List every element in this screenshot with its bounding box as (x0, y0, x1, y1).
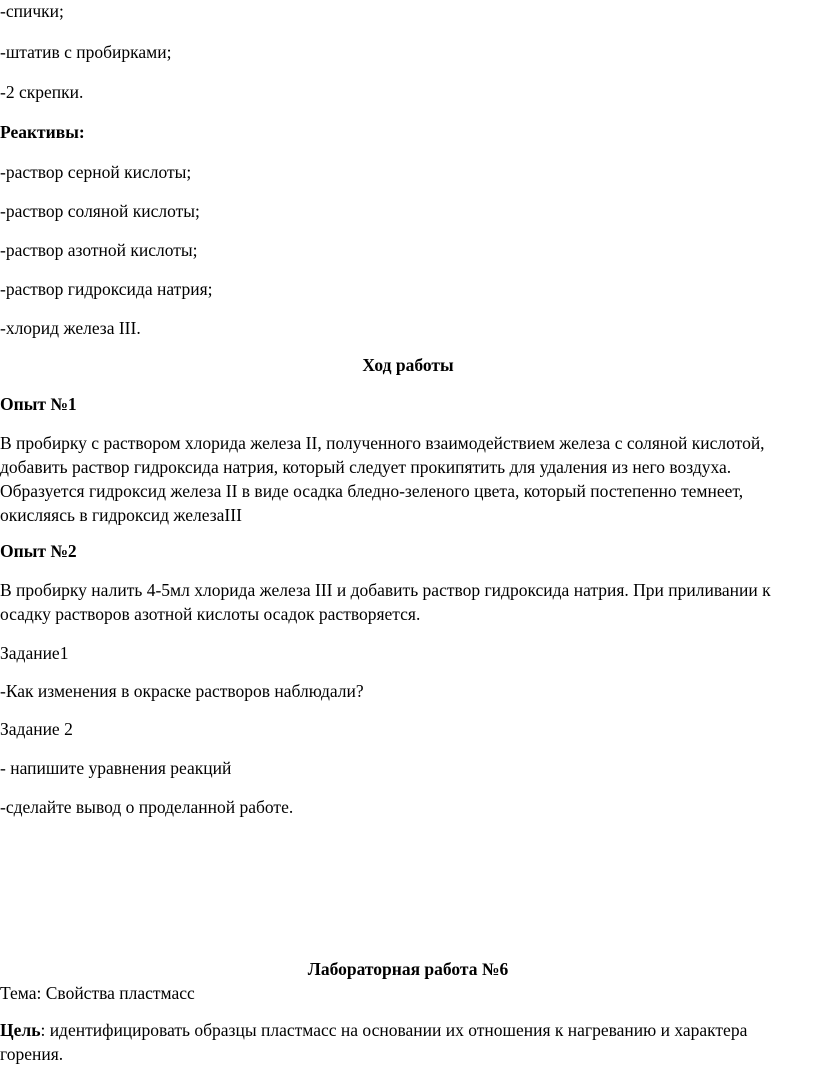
reagent-item: -раствор азотной кислоты; (0, 240, 198, 260)
exp1-line: В пробирку с раствором хлорида железа II, полученного взаимодействием железа с соляной кислотой, (0, 433, 765, 453)
exp1-line: окисляясь в гидроксид железаIII (0, 505, 242, 525)
lab6-goal-text: : идентифицировать образцы пластмасс на основании их отношения к нагреванию и характера (40, 1020, 748, 1040)
exp1-line: Образуется гидроксид железа II в виде осадка бледно-зеленого цвета, который постепенно темнеет, (0, 481, 744, 501)
reagent-item: -раствор гидроксида натрия; (0, 279, 213, 299)
lab6-title: Лабораторная работа №6 (307, 959, 509, 979)
lab6-goal-line: горения. (0, 1044, 64, 1064)
lab6-topic: Тема: Свойства пластмасс (0, 983, 195, 1003)
reagent-item: -раствор серной кислоты; (0, 162, 192, 182)
exp1-paragraph (0, 431, 800, 527)
equipment-item: -спички; (0, 1, 64, 21)
lab6-goal (0, 1018, 800, 1066)
exp2-heading: Опыт №2 (0, 541, 77, 561)
exp1-line: добавить раствор гидроксида натрия, который следует прокипятить для удаления из него воздуха. (0, 457, 732, 477)
task2-title: Задание 2 (0, 719, 73, 739)
procedure-heading: Ход работы (362, 355, 454, 375)
task1-title: Задание1 (0, 643, 69, 663)
lab6-goal-line (0, 1018, 800, 1042)
exp2-line: В пробирку налить 4-5мл хлорида железа III и добавить раствор гидроксида натрия. При приливании к (0, 580, 771, 600)
exp2-paragraph (0, 578, 800, 626)
reagent-item: -раствор соляной кислоты; (0, 201, 200, 221)
lab6-goal-label: Цель (0, 1020, 41, 1040)
task1-question: -Как изменения в окраске растворов наблюдали? (0, 681, 364, 701)
equipment-item: -2 скрепки. (0, 82, 84, 102)
reagent-item: -хлорид железа III. (0, 318, 141, 338)
exp2-line: осадку растворов азотной кислоты осадок растворяется. (0, 604, 421, 624)
reagents-heading: Реактивы: (0, 122, 85, 142)
task2-item: - напишите уравнения реакций (0, 758, 232, 778)
task2-item: -сделайте вывод о проделанной работе. (0, 797, 294, 817)
exp1-heading: Опыт №1 (0, 394, 77, 414)
equipment-item: -штатив с пробирками; (0, 42, 172, 62)
